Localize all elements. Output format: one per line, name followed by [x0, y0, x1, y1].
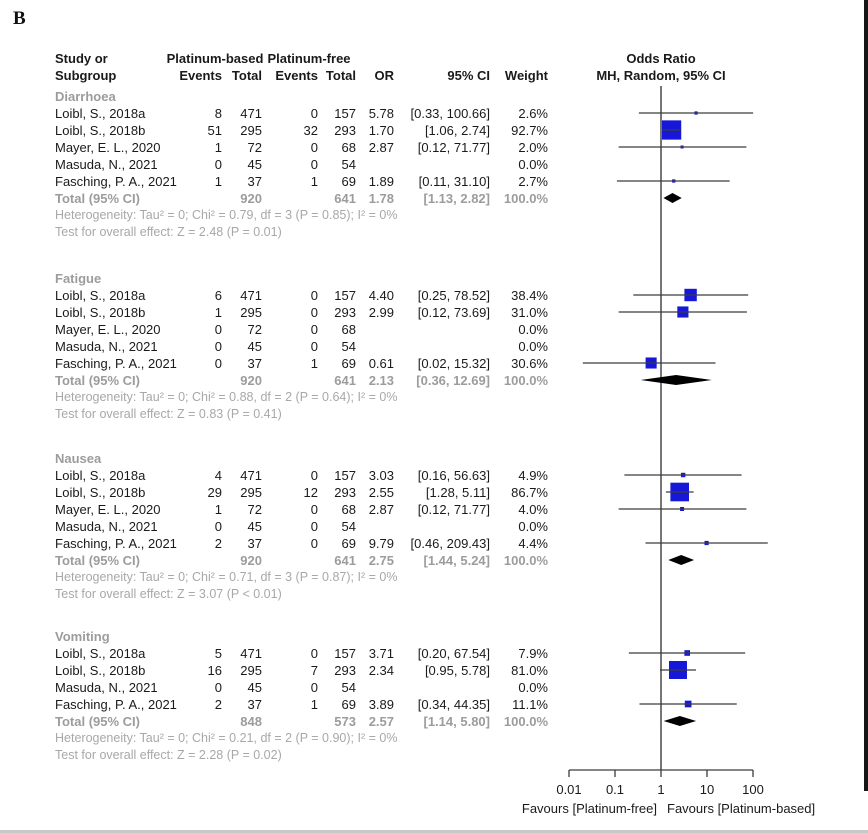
cell: [0.12, 73.69]: [417, 305, 490, 320]
cell: 0: [310, 536, 318, 551]
plot-header-line2: MH, Random, 95% CI: [596, 68, 726, 83]
total-diamond: [663, 193, 681, 203]
cell: [1.44, 5.24]: [423, 553, 490, 568]
cell: 54: [341, 680, 356, 695]
cell: Fasching, P. A., 2021: [55, 536, 177, 551]
cell: 0: [214, 680, 222, 695]
cell: 2.87: [368, 140, 394, 155]
cell: 0: [214, 322, 222, 337]
cell: Loibl, S., 2018a: [55, 468, 146, 483]
cell: 100.0%: [503, 553, 548, 568]
cell: 7: [310, 663, 318, 678]
image-right-border: [864, 0, 868, 791]
cell: [0.34, 44.35]: [417, 697, 490, 712]
cell: 29: [207, 485, 222, 500]
favours-left-label: Favours [Platinum-free]: [521, 801, 657, 816]
cell: 2: [214, 697, 222, 712]
cell: 2.75: [368, 553, 394, 568]
table-row: [55, 518, 548, 535]
cell: [1.14, 5.80]: [423, 714, 490, 729]
cell: [0.12, 71.77]: [417, 502, 490, 517]
cell: Masuda, N., 2021: [55, 519, 158, 534]
header-total-1: Total: [231, 68, 262, 83]
cell: [262, 372, 318, 389]
cell: 1: [310, 356, 318, 371]
cell: 81.0%: [511, 663, 548, 678]
cell: [356, 679, 394, 696]
header-group-platinum-based: Platinum-based: [166, 51, 264, 66]
cell: 8: [214, 106, 222, 121]
cell: 38.4%: [511, 288, 548, 303]
header-group-platinum-free: Platinum-free: [267, 51, 351, 66]
cell: 100.0%: [503, 191, 548, 206]
cell: 6: [214, 288, 222, 303]
cell: 69: [341, 697, 356, 712]
cell: Mayer, E. L., 2020: [55, 140, 161, 155]
cell: Masuda, N., 2021: [55, 680, 158, 695]
overall-effect-note: Test for overall effect: Z = 3.07 (P < 0.01): [55, 587, 282, 601]
cell: 293: [334, 663, 356, 678]
cell: Loibl, S., 2018a: [55, 288, 146, 303]
cell: 573: [334, 714, 356, 729]
cell: 37: [247, 536, 262, 551]
cell: 0: [214, 519, 222, 534]
cell: Mayer, E. L., 2020: [55, 502, 161, 517]
cell: 920: [240, 191, 262, 206]
cell: 4.4%: [518, 536, 548, 551]
cell: 72: [247, 322, 262, 337]
cell: [0.46, 209.43]: [410, 536, 490, 551]
overall-effect-note: Test for overall effect: Z = 0.83 (P = 0.41): [55, 407, 282, 421]
cell: 2.6%: [518, 106, 548, 121]
cell: 32: [303, 123, 318, 138]
cell: 51: [207, 123, 222, 138]
cell: 68: [341, 140, 356, 155]
overall-effect-note: Test for overall effect: Z = 2.48 (P = 0.01): [55, 225, 282, 239]
cell: [0.25, 78.52]: [417, 288, 490, 303]
cell: 2: [214, 536, 222, 551]
cell: [0.20, 67.54]: [417, 646, 490, 661]
heterogeneity-note: Heterogeneity: Tau² = 0; Chi² = 0.71, df = 3 (P = 0.87); I² = 0%: [55, 570, 398, 584]
cell: 54: [341, 339, 356, 354]
cell: 54: [341, 519, 356, 534]
cell: 37: [247, 356, 262, 371]
section-label: Nausea: [55, 451, 102, 466]
cell: 3.03: [368, 468, 394, 483]
cell: 45: [247, 519, 262, 534]
cell: [1.06, 2.74]: [424, 123, 490, 138]
cell: Loibl, S., 2018b: [55, 123, 146, 138]
cell: 30.6%: [511, 356, 548, 371]
table-row: [55, 645, 548, 662]
axis-tick-label: 0.1: [605, 782, 625, 797]
header-or: OR: [374, 68, 394, 83]
header-study: Study or: [55, 51, 108, 66]
cell: 0.0%: [518, 157, 548, 172]
cell: 295: [240, 123, 262, 138]
cell: 2.55: [368, 485, 394, 500]
cell: [394, 156, 490, 173]
cell: 0: [214, 356, 222, 371]
cell: 157: [334, 468, 356, 483]
cell: 848: [240, 714, 262, 729]
cell: 68: [341, 502, 356, 517]
cell: 1: [214, 174, 222, 189]
cell: 1: [310, 697, 318, 712]
cell: [168, 190, 222, 207]
cell: 3.71: [368, 646, 394, 661]
header-events-1: Events: [179, 68, 222, 83]
cell: 157: [334, 288, 356, 303]
axis-tick-label: 0.01: [556, 782, 582, 797]
table-row: [55, 105, 548, 122]
cell: 45: [247, 157, 262, 172]
cell: Loibl, S., 2018b: [55, 485, 146, 500]
section-label: Diarrhoea: [55, 89, 116, 104]
cell: 5: [214, 646, 222, 661]
total-row: [55, 372, 548, 389]
axis-tick-label: 1: [657, 782, 665, 797]
cell: 45: [247, 680, 262, 695]
cell: 0.0%: [518, 339, 548, 354]
table-row: [55, 501, 548, 518]
header-weight: Weight: [504, 68, 548, 83]
section-label: Fatigue: [55, 271, 102, 286]
cell: 0.61: [368, 356, 394, 371]
cell: 2.7%: [518, 174, 548, 189]
cell: 12: [303, 485, 318, 500]
cell: 3.89: [368, 697, 394, 712]
heterogeneity-note: Heterogeneity: Tau² = 0; Chi² = 0.21, df = 2 (P = 0.90); I² = 0%: [55, 731, 398, 745]
table-row: [55, 467, 548, 484]
cell: 5.78: [368, 106, 394, 121]
cell: Loibl, S., 2018b: [55, 663, 146, 678]
total-row: [55, 552, 548, 569]
plot-header-line1: Odds Ratio: [626, 51, 696, 66]
forest-plot-canvas: [550, 0, 868, 833]
cell: [356, 518, 394, 535]
table-row: [55, 355, 548, 372]
table-body: [55, 0, 548, 833]
table-row: [55, 662, 548, 679]
cell: Fasching, P. A., 2021: [55, 697, 177, 712]
cell: 16: [207, 663, 222, 678]
table-row: [55, 321, 548, 338]
header-subgroup: Subgroup: [55, 68, 117, 83]
cell: 69: [341, 174, 356, 189]
cell: Mayer, E. L., 2020: [55, 322, 161, 337]
cell: 0: [310, 502, 318, 517]
total-diamond: [641, 375, 712, 385]
cell: 69: [341, 356, 356, 371]
cell: Masuda, N., 2021: [55, 339, 158, 354]
cell: 0: [310, 519, 318, 534]
cell: 0: [310, 140, 318, 155]
cell: 293: [334, 123, 356, 138]
cell: 920: [240, 553, 262, 568]
cell: [356, 156, 394, 173]
cell: [394, 321, 490, 338]
table-row: [55, 484, 548, 501]
cell: [394, 518, 490, 535]
cell: 9.79: [368, 536, 394, 551]
cell: 0.0%: [518, 519, 548, 534]
cell: 157: [334, 646, 356, 661]
table-row: [55, 139, 548, 156]
cell: [262, 190, 318, 207]
cell: 293: [334, 485, 356, 500]
cell: 1.70: [368, 123, 394, 138]
cell: 2.87: [368, 502, 394, 517]
total-row: [55, 190, 548, 207]
cell: 72: [247, 502, 262, 517]
cell: [1.13, 2.82]: [423, 191, 490, 206]
table-row: [55, 156, 548, 173]
cell: 37: [247, 174, 262, 189]
cell: 45: [247, 339, 262, 354]
cell: 4.0%: [518, 502, 548, 517]
cell: 100.0%: [503, 373, 548, 388]
cell: 37: [247, 697, 262, 712]
cell: 471: [240, 106, 262, 121]
cell: [356, 338, 394, 355]
cell: [394, 679, 490, 696]
cell: 0: [214, 339, 222, 354]
table-row: [55, 304, 548, 321]
cell: 0.0%: [518, 322, 548, 337]
cell: [0.12, 71.77]: [417, 140, 490, 155]
cell: 0: [214, 157, 222, 172]
cell: 471: [240, 646, 262, 661]
total-diamond: [664, 716, 697, 726]
favours-right-label: Favours [Platinum-based]: [667, 801, 816, 816]
cell: [394, 338, 490, 355]
cell: Loibl, S., 2018a: [55, 106, 146, 121]
heterogeneity-note: Heterogeneity: Tau² = 0; Chi² = 0.79, df = 3 (P = 0.85); I² = 0%: [55, 208, 398, 222]
cell: Loibl, S., 2018a: [55, 646, 146, 661]
cell: 86.7%: [511, 485, 548, 500]
cell: 31.0%: [511, 305, 548, 320]
axis-tick-label: 100: [742, 782, 764, 797]
cell: 100.0%: [503, 714, 548, 729]
cell: 0: [310, 322, 318, 337]
total-row: [55, 713, 548, 730]
total-diamond: [668, 555, 694, 565]
cell: [262, 552, 318, 569]
cell: [0.16, 56.63]: [417, 468, 490, 483]
cell: 0: [310, 106, 318, 121]
cell: 54: [341, 157, 356, 172]
overall-effect-note: Test for overall effect: Z = 2.28 (P = 0.02): [55, 748, 282, 762]
cell: 0: [310, 680, 318, 695]
cell: 641: [334, 373, 356, 388]
cell: Total (95% CI): [55, 553, 140, 568]
cell: [0.36, 12.69]: [416, 373, 490, 388]
cell: Total (95% CI): [55, 373, 140, 388]
table-row: [55, 173, 548, 190]
cell: 0: [310, 288, 318, 303]
table-row: [55, 122, 548, 139]
header-total-2: Total: [325, 68, 356, 83]
cell: 293: [334, 305, 356, 320]
cell: 920: [240, 373, 262, 388]
cell: 295: [240, 305, 262, 320]
cell: 1: [214, 502, 222, 517]
cell: 0: [310, 305, 318, 320]
cell: 471: [240, 468, 262, 483]
cell: 2.13: [368, 373, 394, 388]
cell: 4.40: [368, 288, 394, 303]
cell: 1: [214, 140, 222, 155]
cell: [168, 552, 222, 569]
panel-label: B: [13, 8, 26, 29]
cell: [0.02, 15.32]: [417, 356, 490, 371]
table-row: [55, 679, 548, 696]
cell: 0: [310, 157, 318, 172]
section-label: Vomiting: [55, 629, 110, 644]
cell: 2.99: [368, 305, 394, 320]
cell: Total (95% CI): [55, 714, 140, 729]
cell: 0: [310, 468, 318, 483]
cell: [0.11, 31.10]: [418, 174, 490, 189]
cell: 11.1%: [512, 697, 548, 712]
cell: Masuda, N., 2021: [55, 157, 158, 172]
cell: 0: [310, 339, 318, 354]
cell: 1: [310, 174, 318, 189]
cell: Fasching, P. A., 2021: [55, 174, 177, 189]
cell: 2.34: [368, 663, 394, 678]
cell: 1.78: [368, 191, 394, 206]
cell: 4.9%: [518, 468, 548, 483]
cell: Fasching, P. A., 2021: [55, 356, 177, 371]
cell: [262, 713, 318, 730]
cell: 72: [247, 140, 262, 155]
cell: 7.9%: [518, 646, 548, 661]
cell: 1: [214, 305, 222, 320]
cell: 2.0%: [518, 140, 548, 155]
cell: [1.28, 5.11]: [425, 485, 490, 500]
cell: 92.7%: [511, 123, 548, 138]
table-row: [55, 696, 548, 713]
table-row: [55, 287, 548, 304]
cell: 0: [310, 646, 318, 661]
table-row: [55, 535, 548, 552]
cell: [168, 713, 222, 730]
cell: 295: [240, 485, 262, 500]
cell: 641: [334, 553, 356, 568]
cell: 68: [341, 322, 356, 337]
cell: 4: [214, 468, 222, 483]
table-row: [55, 338, 548, 355]
header-events-2: Events: [275, 68, 318, 83]
cell: 157: [334, 106, 356, 121]
cell: [0.33, 100.66]: [410, 106, 490, 121]
axis-tick-label: 10: [699, 782, 715, 797]
cell: 2.57: [368, 714, 394, 729]
cell: [356, 321, 394, 338]
heterogeneity-note: Heterogeneity: Tau² = 0; Chi² = 0.88, df = 2 (P = 0.64); I² = 0%: [55, 390, 398, 404]
cell: Loibl, S., 2018b: [55, 305, 146, 320]
cell: 641: [334, 191, 356, 206]
header-ci: 95% CI: [447, 68, 490, 83]
cell: 295: [240, 663, 262, 678]
cell: [168, 372, 222, 389]
cell: Total (95% CI): [55, 191, 140, 206]
cell: 471: [240, 288, 262, 303]
cell: [0.95, 5.78]: [424, 663, 490, 678]
cell: 1.89: [368, 174, 394, 189]
cell: 69: [341, 536, 356, 551]
cell: 0.0%: [518, 680, 548, 695]
